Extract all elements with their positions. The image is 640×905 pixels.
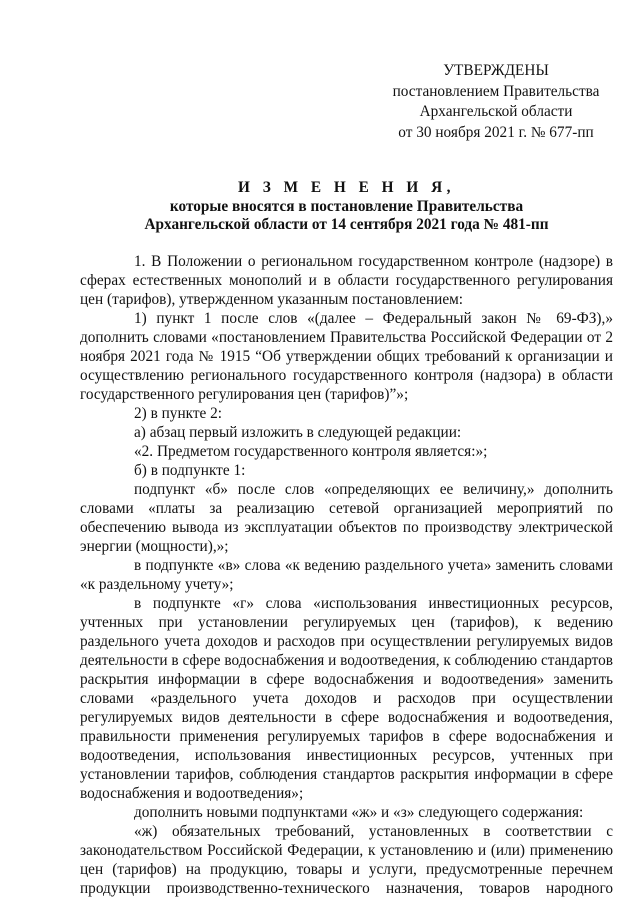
approval-stamp <box>366 61 626 143</box>
approval-heading: УТВЕРЖДЕНЫ <box>443 62 549 79</box>
paragraph: «2. Предметом государственного контроля является:»; <box>134 443 488 460</box>
paragraph: 1. В Положении о региональном государственном контроле (надзоре) в сферах естественных монополий и в области государственного регулирования цен (тарифов), утвержденном указанным постановлением: <box>80 253 613 308</box>
approval-line: Архангельской области <box>419 103 573 120</box>
paragraph: дополнить новыми подпунктами «ж» и «з» следующего содержания: <box>134 804 584 821</box>
document-title <box>80 179 613 235</box>
paragraph: «ж) обязательных требований, установленных в соответствии с законодательством Российской Федерации, к установлению и (или) применению цен (тарифов) на продукцию, товары и услуги, предусмотренные перечнем продукции производственно-технического назначения, товаров народного <box>80 823 613 897</box>
paragraph: 1) пункт 1 после слов «(далее – Федеральный закон № 69-ФЗ),» дополнить словами «постановлением Правительства Российской Федерации от 2 ноября 2021 года № 1915 “Об утверждении общих требований к организации и осуществлению регионального государственного контроля (надзора) в области государственного регулирования цен (тарифов)”»; <box>80 310 613 403</box>
document-body <box>80 252 613 898</box>
paragraph: в подпункте «в» слова «к ведению раздельного учета» заменить словами «к раздельному учету»; <box>80 557 613 593</box>
title-subline: которые вносятся в постановление Правительства <box>169 197 524 215</box>
paragraph: подпункт «б» после слов «определяющих ее величину,» дополнить словами «платы за реализацию сетевой организацией мероприятий по обеспечению вывода из эксплуатации объектов по производству электрической энергии (мощности),»; <box>80 481 613 555</box>
paragraph: 2) в пункте 2: <box>134 405 223 422</box>
title-subline: Архангельской области от 14 сентября 2021 года № 481-пп <box>144 216 549 233</box>
approval-line: постановлением Правительства <box>392 82 600 100</box>
paragraph: а) абзац первый изложить в следующей редакции: <box>134 424 462 441</box>
approval-date: от 30 ноября 2021 г. № 677-пп <box>398 123 594 141</box>
paragraph: в подпункте «г» слова «использования инвестиционных ресурсов, учтенных при установлении регулируемых цен (тарифов), к ведению раздельного учета доходов и расходов при осуществлении регулируемых видов деятельности в сфере водоснабжения и водоотведения, к соблюдению стандартов раскрытия информации в сфере водоснабжения и водоотведения» заменить словами «раздельного учета доходов и расходов при осуществлении регулируемых видов деятельности в сфере водоснабжения и водоотведения, правильности применения регулируемых тарифов в сфере водоснабжения и водоотведения, использования инвестиционных ресурсов, учтенных при установлении тарифов, соблюдения стандартов раскрытия информации в сфере водоснабжения и водоотведения»; <box>80 595 613 802</box>
paragraph: б) в подпункте 1: <box>134 462 246 479</box>
title-heading: И З М Е Н Е Н И Я, <box>238 179 455 196</box>
